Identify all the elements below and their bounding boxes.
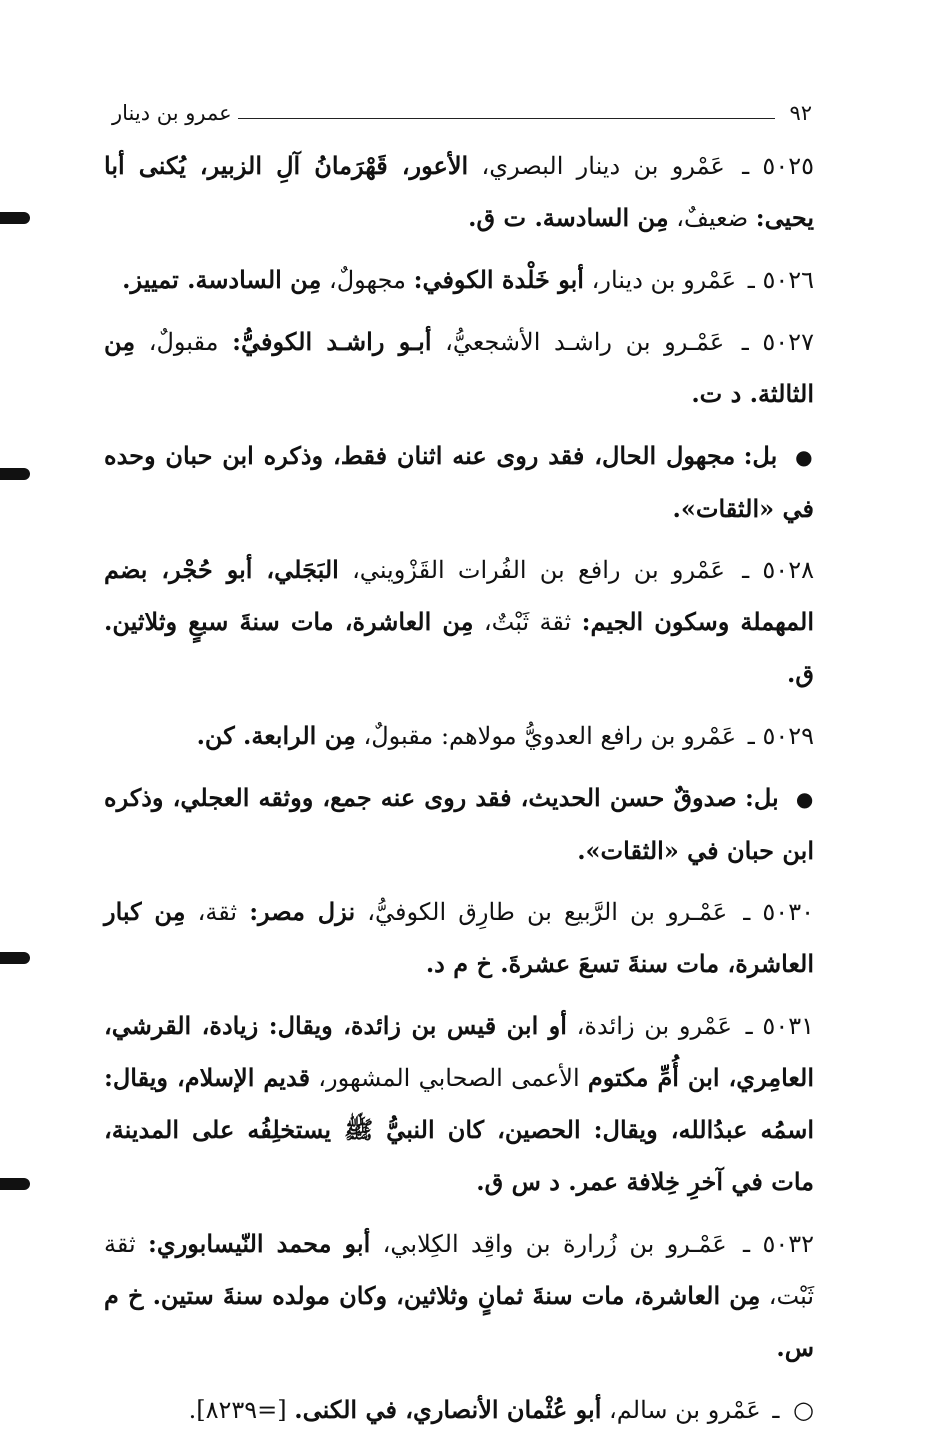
entry-cross-reference [104,1384,814,1436]
entry-tail: مِن العاشرة، مات سنةَ سبعٍ وثلاثين. ق. [104,607,814,688]
entry-grade: ثقة ثَبْت، [104,1230,814,1310]
entry-name: عَمْـرو بن الرَّبيع بن طارِق الكوفيُّ، [367,898,728,926]
entry-number: ٥٠٣٢ ـ [743,1230,814,1258]
entry-detail: أبـو راشـد الكوفيُّ: [232,327,432,356]
note-text: بل: صدوقٌ حسن الحديث، فقد روى عنه جمع، ووثقه العجلي، وذكره ابن حبان في «الثقات». [104,783,814,865]
entry-grade: ثقة، [197,898,238,926]
entry-tail: مِن السادسة. ت ق. [468,203,669,232]
entry-name: عَمْرو بن زائدة، [576,1012,732,1040]
editor-note [104,772,814,876]
entry-5027 [104,316,814,420]
scan-edge-mark [0,468,30,480]
entry-grade: مقبولٌ، [148,328,219,356]
entry-number: ٥٠٢٦ ـ [747,266,814,294]
entry-number: ٥٠٣٠ ـ [743,898,814,926]
entry-tail: مِن كبار العاشرة، مات سنةَ تسعَ عشرةَ. خ م د. [104,897,814,978]
entry-detail: أبو خَلْدة الكوفي: [413,265,584,294]
entry-name: عَمْرو بن دينار البصري، [481,152,725,180]
entry-5029 [104,710,814,762]
entry-5026 [104,254,814,306]
editor-note [104,430,814,534]
entry-detail: الأعور، قَهْرَمانُ آلِ الزبير، يُكنى أبا يحيى: [104,151,814,232]
header-rule [238,118,776,119]
entry-name: عَمْرو بن دينار، [591,266,737,294]
entry-detail: البَجَلي، أبو حُجْر، بضم المهملة وسكون الجيم: [104,555,815,636]
entry-name: عَمْرو بن رافع بن الفُرات القَزْويني، [352,556,725,584]
entry-name: عَمْرو بن رافع العدويُّ مولاهم: [440,722,737,750]
page-header [112,98,812,128]
entry-5032 [104,1218,814,1374]
entry-number: ٥٠٢٨ ـ [742,556,814,584]
entry-tail: مِن الثالثة. د ت. [104,327,814,408]
note-text: بل: مجهول الحال، فقد روى عنه اثنان فقط، وذكره ابن حبان وحده في «الثقات». [104,441,814,523]
page-number: ٩٢ [789,101,812,125]
scan-edge-mark [0,212,30,224]
entry-grade: ضعيفٌ، [676,204,749,232]
entry-number: ٥٠٢٧ ـ [741,328,814,356]
entry-detail: أبو محمد النّيسابوري: [148,1229,371,1258]
entry-5031 [104,1000,814,1208]
entry-detail: أو ابن قيس بن زائدة، ويقال: زيادة، القرشي، العامِري، ابن أُمِّ مكتوم [104,1011,814,1092]
circle-mark-icon: ○ [793,1396,814,1424]
entry-grade: مقبولٌ، [363,722,434,750]
entry-tail: قديم الإسلام، ويقال: اسمُه عبدُالله، ويقال: الحصين، كان النبيُّ ﷺ يستخلِفُه على المدينة، مات في آخرِ خِلافة عمر. د س ق. [104,1063,814,1196]
entry-grade: ثقة ثَبْتٌ، [483,608,572,636]
entry-number: ـ [772,1396,780,1424]
entry-grade: الأعمى الصحابي المشهور، [318,1064,580,1092]
entry-tail: مِن العاشرة، مات سنةَ ثمانٍ وثلاثين، وكان مولده سنةَ ستين. خ م س. [104,1281,814,1362]
entry-reference: [=٨٢٣٩]. [188,1396,287,1424]
entry-5028 [104,544,814,700]
entry-detail: نزل مصر: [249,897,356,926]
scan-edge-mark [0,952,30,964]
entry-name: عَمْـرو بن راشـد الأشجعيُّ، [445,328,725,356]
entry-tail: مِن الرابعة. كن. [196,721,356,750]
running-title: عمرو بن دينار [112,101,232,125]
entry-5025 [104,140,814,244]
entry-detail: أبو عُثْمان الأنصاري، في الكنى. [294,1395,602,1424]
entry-name: عَمْرو بن سالم، [609,1396,761,1424]
entry-name: عَمْـرو بن زُرارة بن واقِد الكِلابي، [382,1230,727,1258]
scan-edge-mark [0,1178,30,1190]
page-body [104,140,814,1446]
entry-5030 [104,886,814,990]
entry-number: ٥٠٢٥ ـ [742,152,814,180]
entry-tail: مِن السادسة. تمييز. [122,265,322,294]
entry-number: ٥٠٢٩ ـ [747,722,814,750]
entry-grade: مجهولٌ، [328,266,406,294]
entry-number: ٥٠٣١ ـ [745,1012,814,1040]
